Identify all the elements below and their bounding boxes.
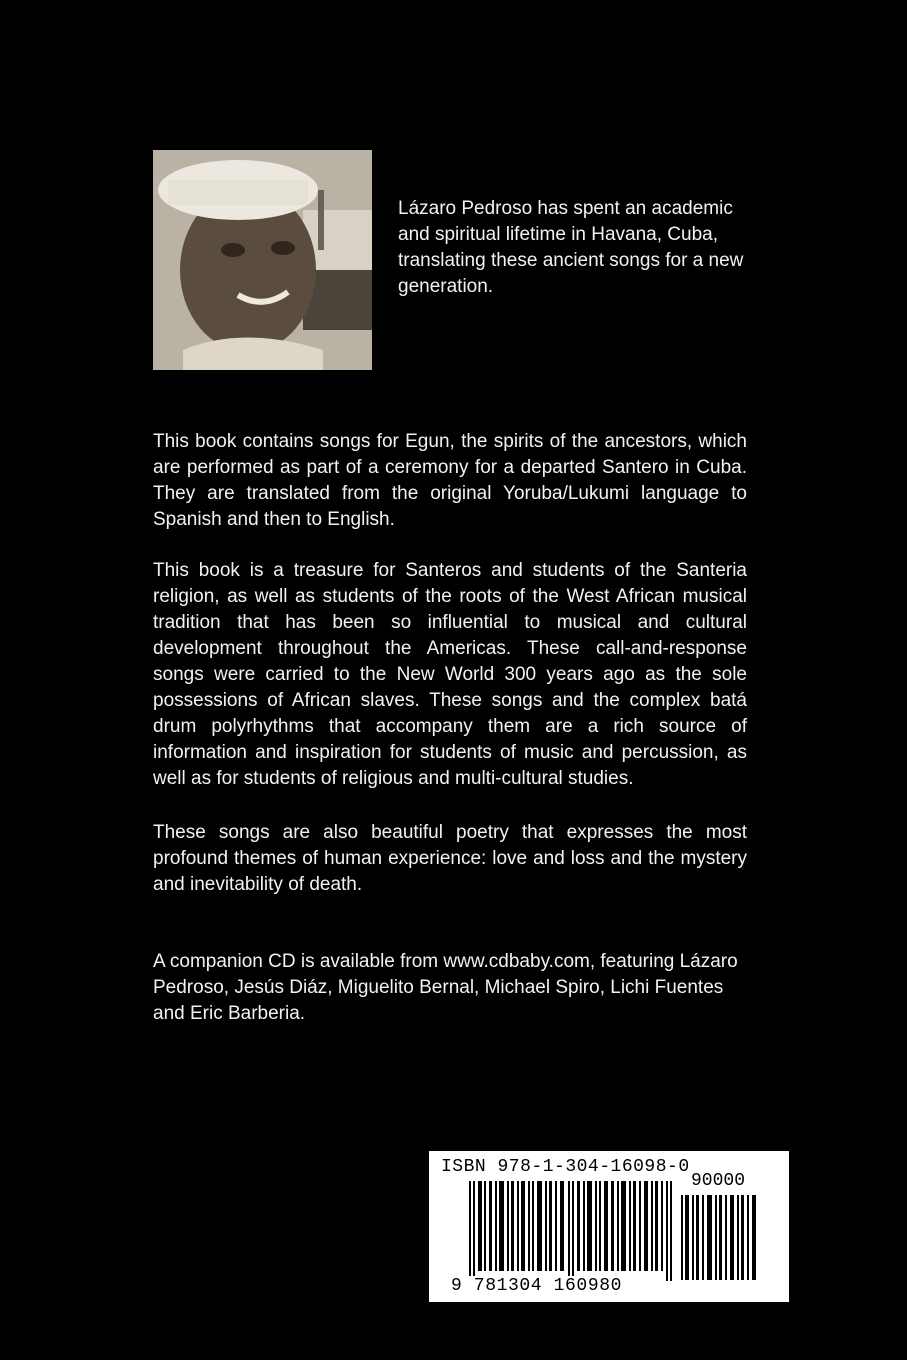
author-photo: [153, 150, 372, 370]
description-paragraph-2: This book is a treasure for Santeros and students of the Santeria religion, as well as students of the roots of the West African musical tradition that has been so influential to musical and cultural development throughout the Americas. These call-and-response songs were carried to the New World 300 years ago as the sole possessions of African slaves. These songs and the complex batá drum polyrhythms that accompany them are a rich source of information and inspiration for students of music and percussion, as well as for students of religious and multi-cultural studies.: [153, 560, 747, 789]
companion-cd-paragraph: A companion CD is available from www.cdbaby.com, featuring Lázaro Pedroso, Jesús Diáz, Miguelito Bernal, Michael Spiro, Lichi Fuentes and Eric Barberia.: [153, 951, 738, 1024]
price-barcode-bars: [681, 1195, 761, 1280]
price-code: 90000: [691, 1171, 746, 1191]
isbn-barcode: [429, 1151, 789, 1302]
description-paragraph-1: This book contains songs for Egun, the spirits of the ancestors, which are performed as part of a ceremony for a departed Santero in Cuba. They are translated from the original Yoruba/Lukumi language to Spanish and then to English.: [153, 431, 747, 530]
author-bio: Lázaro Pedroso has spent an academic and spiritual lifetime in Havana, Cuba, translating these ancient songs for a new generation.: [398, 198, 744, 297]
ean-barcode-bars: [469, 1181, 679, 1281]
isbn-label: ISBN 978-1-304-16098-0: [441, 1157, 690, 1177]
description-paragraph-3: These songs are also beautiful poetry that expresses the most profound themes of human experience: love and loss and the mystery and inevitability of death.: [153, 822, 747, 895]
ean-digits: 9 781304 160980: [451, 1276, 623, 1296]
